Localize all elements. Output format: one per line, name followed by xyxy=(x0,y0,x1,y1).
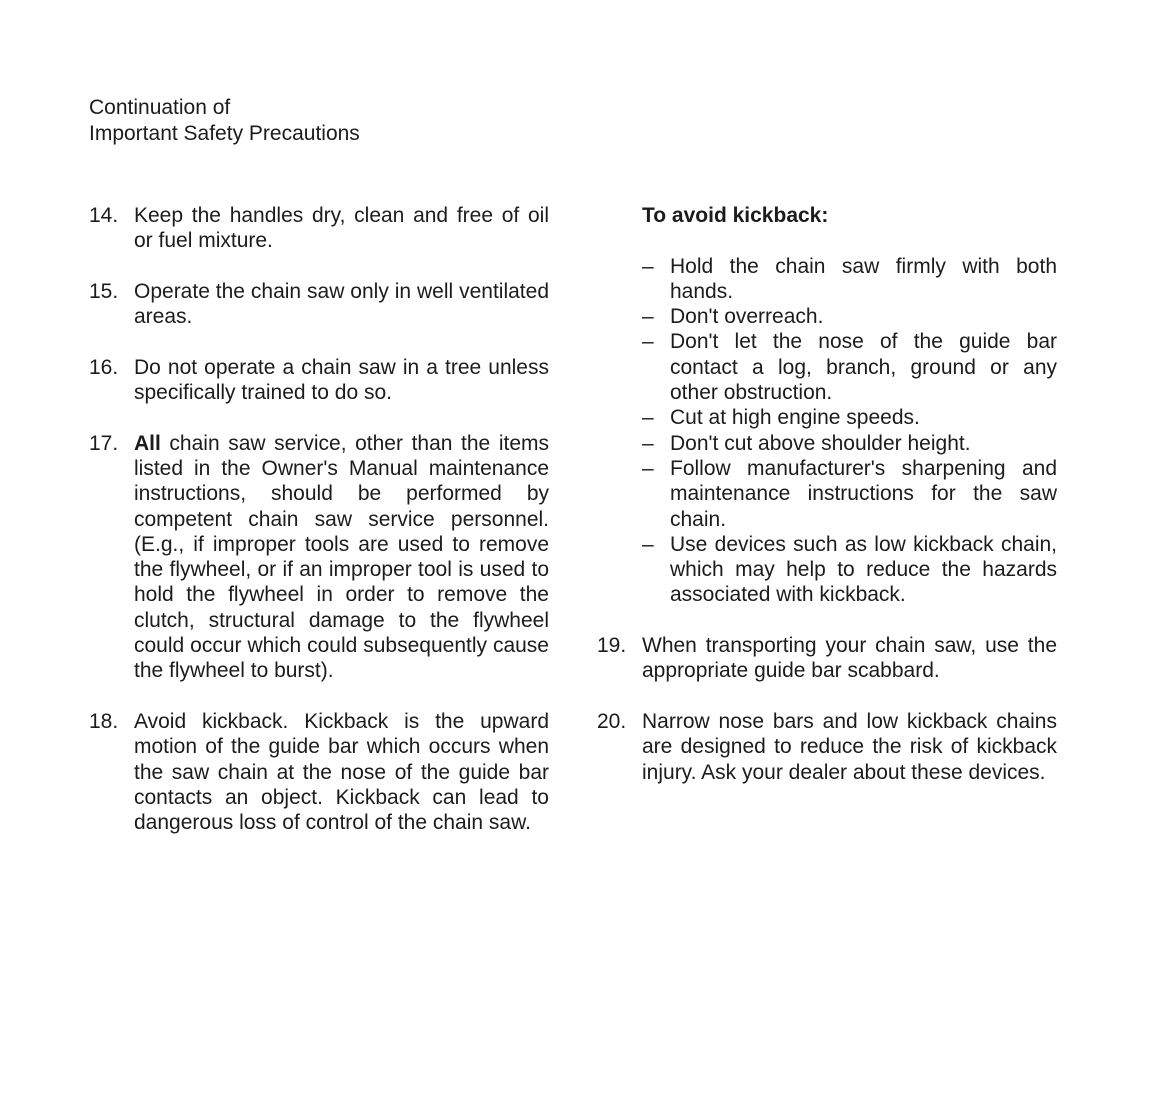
kickback-list-item xyxy=(642,431,1057,456)
list-item xyxy=(597,709,1057,785)
dash-bullet: – xyxy=(642,330,654,354)
kickback-item-text: Cut at high engine speeds. xyxy=(670,406,920,430)
item-text-container xyxy=(134,431,549,684)
item-number: 15. xyxy=(89,279,119,303)
item-number: 17. xyxy=(89,431,119,455)
header-line-2: Important Safety Precautions xyxy=(89,122,360,145)
item-number: 16. xyxy=(89,355,119,379)
kickback-item-text: Follow manufacturer's sharpening and maintenance instructions for the saw chain. xyxy=(670,456,1057,531)
item-text: Avoid kickback. Kickback is the upward motion of the guide bar which occurs when the saw chain at the nose of the guide bar contacts an object. Kickback can lead to dangerous loss of control of the chain saw. xyxy=(134,709,549,835)
kickback-list-item xyxy=(642,532,1057,608)
kickback-item-text: Hold the chain saw firmly with both hands. xyxy=(670,254,1057,303)
list-item xyxy=(597,633,1057,684)
page-header xyxy=(89,95,489,147)
kickback-list xyxy=(642,254,1057,608)
item-text: Keep the handles dry, clean and free of oil or fuel mixture. xyxy=(134,204,549,253)
item-lead-bold: All xyxy=(134,431,161,455)
item-text: Operate the chain saw only in well ventilated areas. xyxy=(134,279,549,329)
dash-bullet: – xyxy=(642,456,654,480)
list-item xyxy=(89,279,549,330)
item-text: chain saw service, other than the items listed in the Owner's Manual maintenance instructions, should be performed by competent chain saw service personnel. (E.g., if improper tools are used to remove the flywheel, or if an improper tool is used to hold the flywheel in order to remove the clutch, structural damage to the flywheel could occur which could subsequently cause the flywheel to burst). xyxy=(134,431,549,683)
item-text: Narrow nose bars and low kickback chains are designed to reduce the risk of kickback injury. Ask your dealer about these devices. xyxy=(642,709,1057,784)
list-item xyxy=(89,431,549,684)
kickback-list-item xyxy=(642,304,1057,329)
item-text: When transporting your chain saw, use the appropriate guide bar scabbard. xyxy=(642,634,1057,683)
dash-bullet: – xyxy=(642,305,654,329)
item-number: 18. xyxy=(89,709,119,733)
dash-bullet: – xyxy=(642,431,654,455)
dash-bullet: – xyxy=(642,532,654,556)
kickback-list-item xyxy=(642,405,1057,430)
kickback-item-text: Don't cut above shoulder height. xyxy=(670,431,971,455)
kickback-item-text: Don't overreach. xyxy=(670,305,824,329)
item-number: 20. xyxy=(597,709,627,733)
header-line-1: Continuation of xyxy=(89,96,231,119)
dash-bullet: – xyxy=(642,406,654,430)
kickback-list-item xyxy=(642,254,1057,305)
kickback-item-text: Use devices such as low kickback chain, which may help to reduce the hazards associated with kickback. xyxy=(670,532,1057,607)
dash-bullet: – xyxy=(642,254,654,278)
kickback-item-text: Don't let the nose of the guide bar contact a log, branch, ground or any other obstruction. xyxy=(670,330,1057,405)
kickback-heading: To avoid kickback: xyxy=(642,204,829,227)
right-column xyxy=(597,203,1057,810)
kickback-list-item xyxy=(642,329,1057,405)
item-text: Do not operate a chain saw in a tree unless specifically trained to do so. xyxy=(134,355,549,405)
kickback-list-item xyxy=(642,456,1057,532)
left-column xyxy=(89,203,549,861)
list-item xyxy=(89,355,549,406)
list-item xyxy=(89,709,549,835)
item-number: 19. xyxy=(597,634,627,658)
item-number: 14. xyxy=(89,204,119,227)
list-item xyxy=(89,203,549,254)
